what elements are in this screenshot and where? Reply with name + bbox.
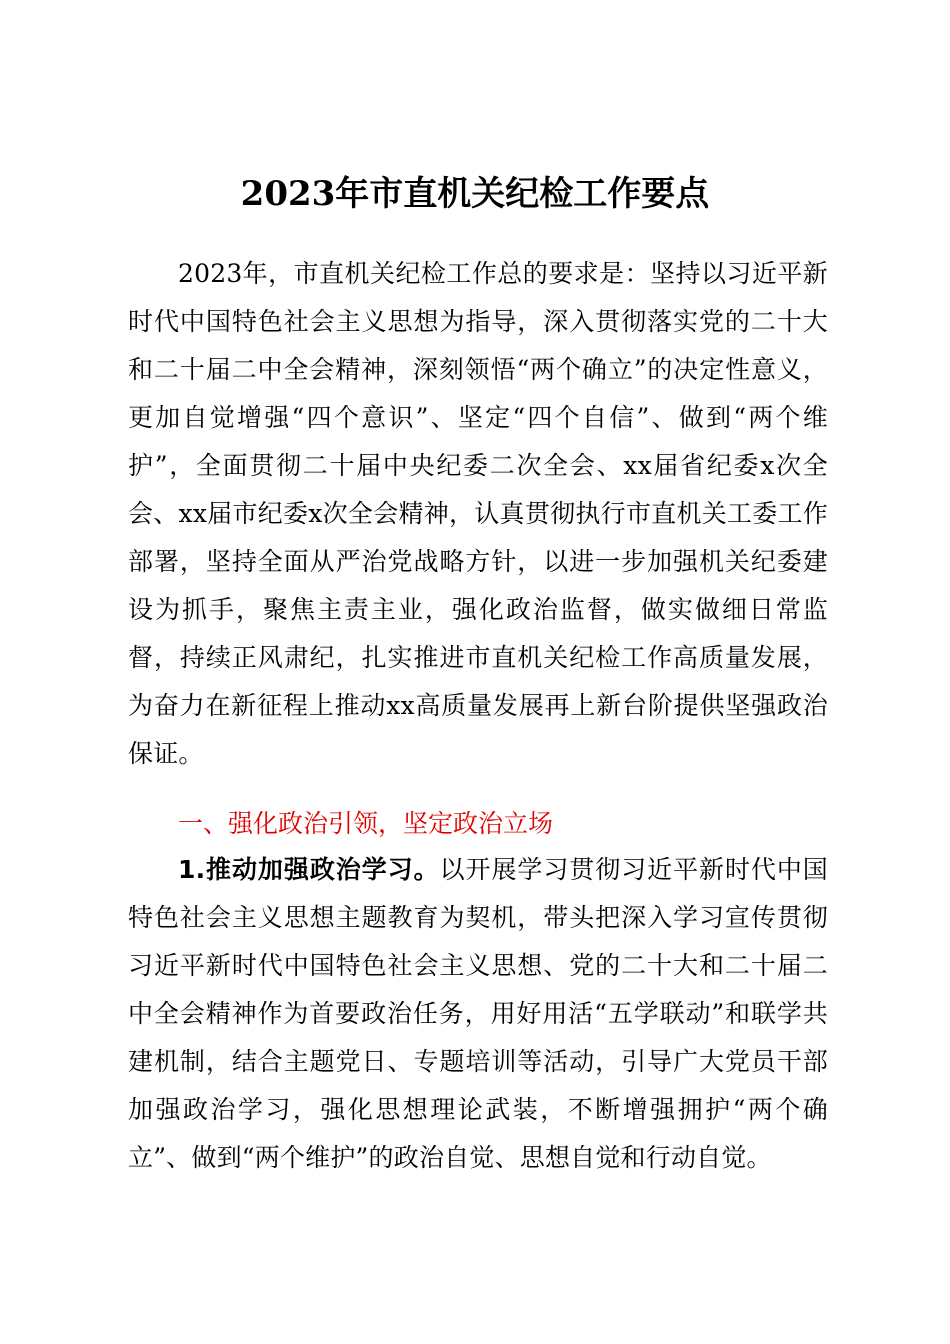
item-paragraph	[128, 846, 828, 1182]
intro-paragraph-block	[128, 250, 828, 778]
document-title: 2023年市直机关纪检工作要点	[240, 174, 710, 214]
intro-paragraph: 2023年，市直机关纪检工作总的要求是：坚持以习近平新时代中国特色社会主义思想为指导，深入贯彻落实党的二十大和二十届二中全会精神，深刻领悟“两个确立”的决定性意义，更加自觉增强“四个意识”、坚定“四个自信”、做到“两个维护”，全面贯彻二十届中央纪委二次全会、xx届省纪委x次全会、xx届市纪委x次全会精神，认真贯彻执行市直机关工委工作部署，坚持全面从严治党战略方针，以进一步加强机关纪委建设为抓手，聚焦主责主业，强化政治监督，做实做细日常监督，持续正风肃纪，扎实推进市直机关纪检工作高质量发展，为奋力在新征程上推动xx高质量发展再上新台阶提供坚强政治保证。	[128, 259, 828, 768]
item-text: 以开展学习贯彻习近平新时代中国特色社会主义思想主题教育为契机，带头把深入学习宣传贯彻习近平新时代中国特色社会主义思想、党的二十大和二十届二中全会精神作为首要政治任务，用好用活“五学联动”和联学共建机制，结合主题党日、专题培训等活动，引导广大党员干部加强政治学习，强化思想理论武装，不断增强拥护“两个确立”、做到“两个维护”的政治自觉、思想自觉和行动自觉。	[128, 855, 829, 1172]
item-lead: 1.推动加强政治学习。	[178, 855, 440, 884]
item-paragraph-block	[128, 846, 828, 1182]
section-heading: 一、强化政治引领，坚定政治立场	[178, 809, 554, 838]
